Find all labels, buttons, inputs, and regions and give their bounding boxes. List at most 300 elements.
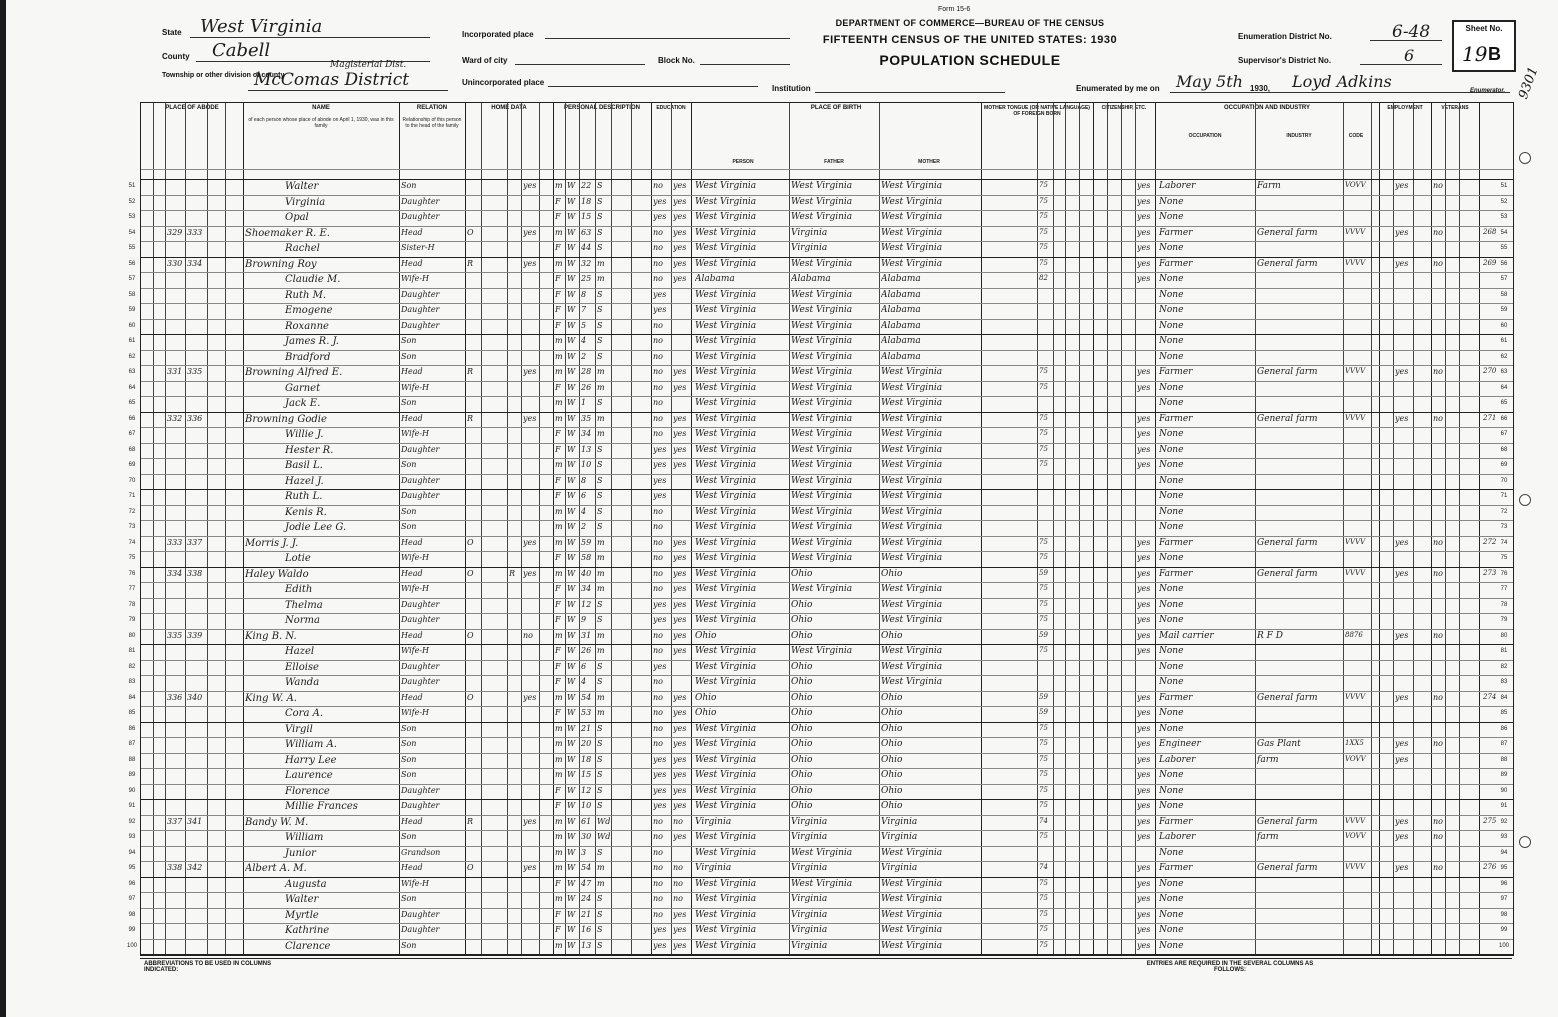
row-divider <box>141 815 1513 816</box>
cell-mother: Ohio <box>881 708 903 718</box>
cell-age: 6 <box>581 661 587 671</box>
cell-name: Bradford <box>285 351 331 363</box>
line-number-right: 52 <box>1500 198 1508 205</box>
cell-father: West Virginia <box>791 522 853 532</box>
column-divider <box>1431 103 1432 955</box>
cell-sex: F <box>555 801 561 810</box>
cell-birth: West Virginia <box>695 646 757 656</box>
enum-district-value: 6-48 <box>1392 22 1431 42</box>
cell-fam: 339 <box>187 630 203 640</box>
cell-father: West Virginia <box>791 320 853 331</box>
row-divider <box>141 551 1513 552</box>
cell-rel: Daughter <box>401 196 440 206</box>
line-number: 51 <box>128 183 136 189</box>
cell-father: Virginia <box>791 832 828 842</box>
line-number-right: 88 <box>1500 756 1508 763</box>
cell-birth: West Virginia <box>695 522 757 532</box>
cell-eng: yes <box>1137 708 1151 717</box>
cell-sex: F <box>555 196 561 206</box>
cell-name: Morris J. J. <box>245 537 299 549</box>
line-number-right: 61 <box>1500 338 1508 344</box>
cell-rel: Wife-H <box>401 708 430 717</box>
cell-father: West Virginia <box>791 181 853 191</box>
column-divider <box>981 103 982 955</box>
cell-age: 40 <box>581 568 592 578</box>
cell-father: West Virginia <box>791 429 853 439</box>
cell-tongue: 59 <box>1039 630 1048 639</box>
cell-occ: None <box>1159 785 1184 796</box>
cell-sex: m <box>555 181 563 190</box>
cell-dw: 329 <box>167 227 183 237</box>
cell-name: Albert A. M. <box>245 863 307 874</box>
line-number: 58 <box>128 291 136 298</box>
cell-age: 10 <box>581 460 592 469</box>
cell-sex: m <box>555 739 563 748</box>
cell-race: W <box>567 739 576 748</box>
cell-birth: West Virginia <box>695 615 757 625</box>
cell-lit: yes <box>673 909 687 919</box>
cell-father: Ohio <box>791 599 813 610</box>
row-divider <box>141 768 1513 769</box>
cell-mother: West Virginia <box>881 444 943 455</box>
column-divider <box>539 103 540 955</box>
cell-tongue: 75 <box>1039 940 1048 949</box>
cell-sex: m <box>555 770 563 779</box>
row-divider <box>141 923 1513 924</box>
cell-occ: Mail carrier <box>1159 630 1214 641</box>
line-number: 73 <box>128 524 136 530</box>
cell-mother: West Virginia <box>881 196 943 207</box>
cell-sch: no <box>653 909 663 919</box>
cell-age: 13 <box>581 444 592 454</box>
cell-occ: Farmer <box>1159 258 1193 269</box>
cell-sch: no <box>653 274 663 283</box>
cell-race: W <box>567 925 576 934</box>
line-number: 97 <box>128 896 136 902</box>
cell-mar: S <box>597 227 603 237</box>
cell-code: VVVV <box>1345 537 1366 546</box>
cell-mar: S <box>597 460 603 469</box>
cell-mother: Ohio <box>881 692 903 703</box>
cell-rel: Daughter <box>401 475 440 485</box>
row-divider <box>141 396 1513 397</box>
cell-race: W <box>567 584 576 593</box>
cell-father: Virginia <box>791 894 828 904</box>
line-number-right: 58 <box>1500 291 1508 298</box>
cell-sch: no <box>653 863 663 872</box>
cell-name: Florence <box>285 785 330 797</box>
cell-name: Roxanne <box>285 320 329 332</box>
cell-name: Hazel J. <box>285 475 324 487</box>
punch-hole <box>1519 836 1531 848</box>
cell-age: 61 <box>581 816 592 826</box>
cell-ind: Gas Plant <box>1257 739 1301 749</box>
column-divider <box>153 103 154 955</box>
cell-mar: S <box>597 196 603 206</box>
cell-rel: Daughter <box>401 212 440 221</box>
column-divider <box>1107 103 1108 955</box>
cell-rel: Daughter <box>401 909 440 919</box>
cell-rel: Head <box>401 258 423 268</box>
cell-ind: General farm <box>1257 227 1318 238</box>
cell-race: W <box>567 568 576 578</box>
cell-rel: Wife-H <box>401 878 430 888</box>
line-number: 86 <box>128 725 136 732</box>
cell-race: W <box>567 413 576 423</box>
cell-name: King W. A. <box>245 692 297 704</box>
cell-occ: None <box>1159 475 1184 486</box>
cell-rel: Son <box>401 351 417 361</box>
township-value: McComas District <box>254 70 410 90</box>
cell-sch: yes <box>653 212 667 221</box>
cell-tongue: 75 <box>1039 599 1048 608</box>
cell-birth: West Virginia <box>695 878 757 889</box>
cell-mar: m <box>597 553 605 562</box>
cell-tongue: 75 <box>1039 785 1048 794</box>
cell-rel: Son <box>401 506 417 516</box>
cell-mother: West Virginia <box>881 677 943 687</box>
cell-name: Willie J. <box>285 429 324 440</box>
cell-dw: 332 <box>167 413 183 423</box>
person-column-head: PERSON <box>732 159 754 165</box>
row-divider <box>141 691 1513 692</box>
cell-race: W <box>567 754 576 764</box>
ward-line <box>515 64 645 65</box>
cell-birth: West Virginia <box>695 413 757 424</box>
line-number: 67 <box>128 431 136 437</box>
cell-name: Kenis R. <box>285 506 327 518</box>
cell-birth: West Virginia <box>695 894 757 904</box>
line-number-right: 74 <box>1500 539 1508 546</box>
cell-lit: yes <box>673 274 687 283</box>
row-divider <box>141 381 1513 382</box>
group-personal: PERSONAL DESCRIPTION <box>564 105 640 111</box>
cell-code: VVVV <box>1345 568 1366 577</box>
cell-mar: S <box>597 305 603 314</box>
cell-occ: Laborer <box>1159 832 1196 842</box>
line-number-right: 76 <box>1500 570 1508 577</box>
cell-name: Virgil <box>285 723 313 735</box>
cell-father: Virginia <box>791 909 828 920</box>
cell-eng: yes <box>1137 646 1151 655</box>
cell-ind: General farm <box>1257 863 1318 873</box>
cell-race: W <box>567 351 576 361</box>
name-column-head: of each person whose place of abode on April 1, 1930, was in this family <box>248 117 394 129</box>
cell-rel: Head <box>401 692 423 702</box>
cell-rel: Head <box>401 537 423 547</box>
cell-mother: Alabama <box>881 336 921 346</box>
cell-occ: Farmer <box>1159 227 1193 238</box>
cell-name: Jodie Lee G. <box>285 522 347 533</box>
cell-occ: None <box>1159 661 1184 672</box>
cell-tongue: 75 <box>1039 196 1048 205</box>
column-divider <box>579 103 580 955</box>
cell-occ: None <box>1159 925 1184 935</box>
cell-occ: None <box>1159 878 1184 889</box>
line-number: 75 <box>128 555 136 561</box>
sheet-number: 19 <box>1462 42 1488 66</box>
group-veterans: VETERANS <box>1441 105 1469 111</box>
cell-name: Hazel <box>285 646 315 657</box>
cell-mar: S <box>597 398 603 407</box>
cell-sex: F <box>555 584 561 593</box>
cell-occ: None <box>1159 801 1184 811</box>
row-divider <box>141 582 1513 583</box>
cell-lit: yes <box>673 723 687 733</box>
cell-race: W <box>567 320 576 330</box>
cell-father: West Virginia <box>791 367 853 377</box>
column-divider <box>1413 103 1414 955</box>
column-divider <box>465 103 466 955</box>
township-note: Magisterial Dist. <box>330 60 407 70</box>
cell-birth: West Virginia <box>695 227 757 238</box>
cell-sch: no <box>653 739 663 748</box>
cell-dw: 330 <box>167 258 183 268</box>
cell-occ: None <box>1159 243 1184 253</box>
line-number: 66 <box>128 415 136 422</box>
cell-sex: F <box>555 444 561 454</box>
schedule-table <box>126 102 1514 956</box>
cell-tongue: 75 <box>1039 909 1048 918</box>
cell-occ: Farmer <box>1159 863 1193 873</box>
cell-birth: West Virginia <box>695 739 757 749</box>
cell-birth: West Virginia <box>695 568 757 579</box>
cell-birth: West Virginia <box>695 847 757 858</box>
cell-farmno: 271 <box>1483 413 1497 422</box>
cell-farmno: 274 <box>1483 692 1497 701</box>
cell-tongue: 75 <box>1039 243 1048 251</box>
line-number: 90 <box>128 787 136 794</box>
line-number: 65 <box>128 400 136 406</box>
cell-name: Thelma <box>285 599 323 611</box>
column-divider <box>1053 103 1054 955</box>
cell-race: W <box>567 522 576 531</box>
industry-column-head: INDUSTRY <box>1286 133 1312 139</box>
cell-race: W <box>567 491 576 500</box>
cell-occ: None <box>1159 382 1184 393</box>
cell-sex: m <box>555 398 563 407</box>
cell-mar: Wd <box>597 832 611 841</box>
cell-sch: yes <box>653 289 667 299</box>
cell-sex: F <box>555 429 561 438</box>
cell-eng: yes <box>1137 909 1151 919</box>
cell-rel: Wife-H <box>401 274 430 283</box>
cell-mar: S <box>597 475 603 485</box>
cell-lit: yes <box>673 568 687 578</box>
cell-ind: farm <box>1257 832 1279 842</box>
cell-race: W <box>567 429 576 438</box>
cell-age: 59 <box>581 537 592 547</box>
cell-sch: no <box>653 506 663 516</box>
cell-occ: None <box>1159 320 1184 331</box>
line-number-right: 86 <box>1500 725 1508 732</box>
cell-mar: S <box>597 243 603 252</box>
cell-father: West Virginia <box>791 305 853 315</box>
cell-eng: yes <box>1137 692 1151 702</box>
cell-mar: S <box>597 739 603 748</box>
cell-sch: yes <box>653 444 667 454</box>
cell-mother: Alabama <box>881 289 921 300</box>
cell-eng: yes <box>1137 537 1151 547</box>
group-place-of-birth: PLACE OF BIRTH <box>810 105 862 111</box>
cell-rel: Daughter <box>401 785 440 795</box>
cell-name: Edith <box>285 584 313 595</box>
cell-sch: no <box>653 630 663 640</box>
cell-age: 15 <box>581 770 592 779</box>
cell-tongue: 59 <box>1039 568 1048 577</box>
cell-occ: None <box>1159 847 1184 858</box>
cell-eng: yes <box>1137 723 1151 733</box>
line-number: 83 <box>128 679 136 685</box>
cell-occ: Farmer <box>1159 568 1193 579</box>
cell-dw: 335 <box>167 630 183 640</box>
cell-race: W <box>567 274 576 283</box>
cell-eng: yes <box>1137 181 1151 190</box>
cell-eng: yes <box>1137 754 1151 764</box>
cell-father: Ohio <box>791 754 813 765</box>
cell-rel: Head <box>401 227 423 237</box>
cell-father: Alabama <box>791 274 831 284</box>
row-divider <box>141 195 1513 196</box>
cell-work: yes <box>1395 739 1409 748</box>
cell-lit: yes <box>673 708 687 717</box>
cell-father: West Virginia <box>791 475 853 486</box>
cell-age: 25 <box>581 274 592 283</box>
cell-farm: yes <box>523 258 537 268</box>
line-number-right: 77 <box>1500 586 1508 592</box>
cell-work: yes <box>1395 832 1409 841</box>
row-divider <box>141 365 1513 366</box>
line-number: 69 <box>128 462 136 468</box>
cell-home: O <box>467 537 474 547</box>
cell-sex: m <box>555 367 563 376</box>
cell-father: West Virginia <box>791 553 853 563</box>
cell-age: 34 <box>581 429 592 438</box>
cell-name: Shoemaker R. E. <box>245 227 330 239</box>
cell-tongue: 75 <box>1039 878 1048 887</box>
cell-occ: None <box>1159 289 1184 300</box>
cell-sch: yes <box>653 196 667 206</box>
cell-code: VVVV <box>1345 367 1366 375</box>
cell-rel: Son <box>401 770 417 779</box>
cell-occ: None <box>1159 212 1184 222</box>
cell-age: 4 <box>581 506 587 516</box>
cell-eng: yes <box>1137 801 1151 810</box>
group-home-data: HOME DATA <box>491 105 527 111</box>
cell-birth: West Virginia <box>695 351 757 362</box>
cell-mar: m <box>597 646 605 655</box>
cell-mother: West Virginia <box>881 599 943 610</box>
cell-farmno: 275 <box>1483 816 1497 825</box>
cell-eng: yes <box>1137 460 1151 469</box>
cell-age: 18 <box>581 754 592 764</box>
line-number-right: 63 <box>1500 369 1508 375</box>
cell-sex: F <box>555 615 561 624</box>
cell-age: 2 <box>581 351 587 361</box>
cell-farmno: 269 <box>1483 258 1497 267</box>
cell-occ: Laborer <box>1159 181 1196 191</box>
line-number-right: 79 <box>1500 617 1508 623</box>
cell-race: W <box>567 289 576 299</box>
cell-mother: Virginia <box>881 832 918 842</box>
cell-dw: 334 <box>167 568 183 578</box>
column-divider <box>207 103 208 955</box>
cell-ind: R F D <box>1257 630 1283 641</box>
cell-fam: 337 <box>187 537 203 547</box>
cell-lit: yes <box>673 925 687 934</box>
cell-age: 63 <box>581 227 592 237</box>
cell-sch: no <box>653 398 663 407</box>
cell-sex: F <box>555 274 561 283</box>
line-number: 91 <box>128 803 136 809</box>
cell-work: yes <box>1395 367 1409 376</box>
cell-race: W <box>567 227 576 237</box>
column-divider <box>1479 103 1480 955</box>
cell-work: yes <box>1395 863 1409 872</box>
cell-occ: None <box>1159 491 1184 501</box>
cell-race: W <box>567 770 576 779</box>
cell-tongue: 75 <box>1039 723 1048 732</box>
cell-mar: m <box>597 537 605 547</box>
cell-mar: m <box>597 429 605 438</box>
column-divider <box>185 103 186 955</box>
cell-lit: yes <box>673 212 687 221</box>
cell-eng: yes <box>1137 243 1151 252</box>
cell-occ: None <box>1159 770 1184 780</box>
line-number-right: 96 <box>1500 880 1508 887</box>
line-number-right: 71 <box>1500 493 1508 499</box>
cell-mother: West Virginia <box>881 491 943 501</box>
cell-mother: West Virginia <box>881 553 943 563</box>
line-number-right: 55 <box>1500 245 1508 251</box>
cell-tongue: 59 <box>1039 708 1048 716</box>
father-column-head: FATHER <box>824 159 844 165</box>
cell-home: O <box>467 568 474 578</box>
cell-eng: yes <box>1137 739 1151 748</box>
cell-name: Browning Alfred E. <box>245 367 343 378</box>
cell-mother: West Virginia <box>881 227 943 238</box>
cell-mother: West Virginia <box>881 398 943 408</box>
cell-eng: yes <box>1137 568 1151 578</box>
cell-occ: None <box>1159 723 1184 734</box>
row-divider <box>141 272 1513 273</box>
cell-sch: no <box>653 646 663 655</box>
line-number: 54 <box>128 229 136 236</box>
cell-tongue: 75 <box>1039 460 1048 468</box>
cell-sex: F <box>555 661 561 671</box>
cell-race: W <box>567 894 576 903</box>
unincorporated-label: Unincorporated place <box>462 78 545 87</box>
cell-race: W <box>567 181 576 190</box>
cell-lit: yes <box>673 785 687 795</box>
cell-name: Norma <box>285 615 320 626</box>
cell-work: yes <box>1395 630 1409 640</box>
cell-rel: Daughter <box>401 599 440 609</box>
cell-fam: 338 <box>187 568 203 578</box>
cell-eng: yes <box>1137 367 1151 376</box>
cell-mar: S <box>597 723 603 733</box>
cell-sch: no <box>653 243 663 252</box>
line-number: 84 <box>128 694 136 701</box>
cell-name: William A. <box>285 739 337 750</box>
cell-sch: no <box>653 181 663 190</box>
cell-race: W <box>567 909 576 919</box>
cell-lit: yes <box>673 413 687 423</box>
cell-occ: None <box>1159 274 1184 284</box>
cell-occ: None <box>1159 196 1184 207</box>
cell-father: Ohio <box>791 692 813 703</box>
cell-occ: None <box>1159 708 1184 718</box>
